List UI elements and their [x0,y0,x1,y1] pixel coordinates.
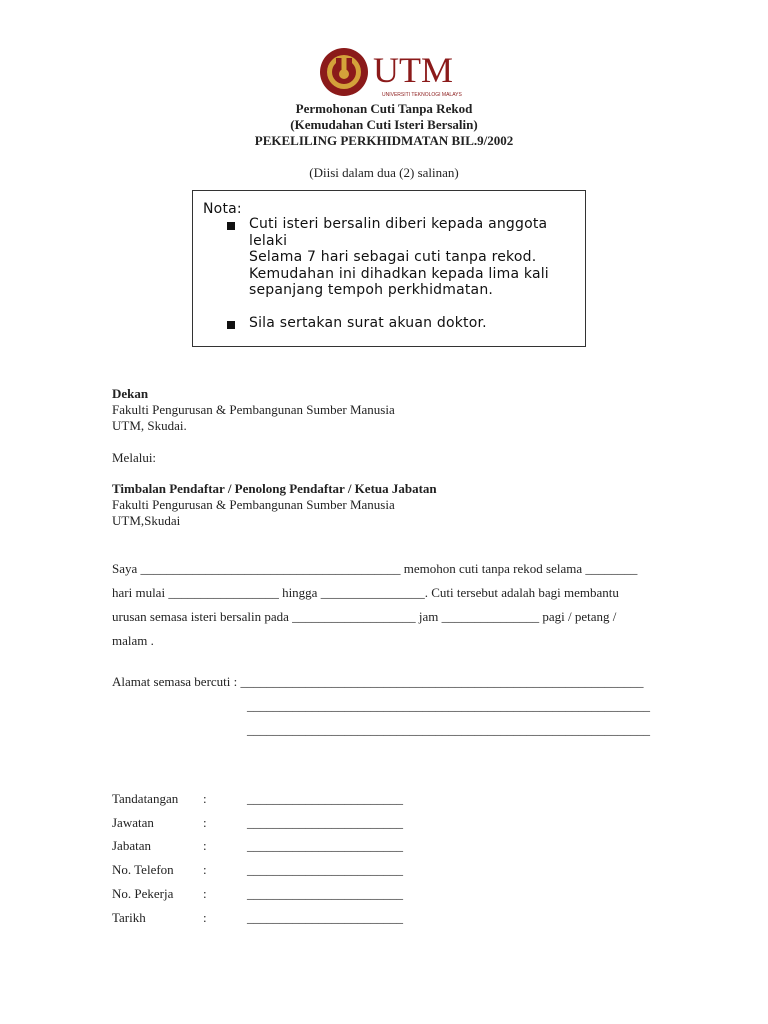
note-line: Selama 7 hari sebagai cuti tanpa rekod. [249,249,537,265]
note-line: lelaki [249,232,288,249]
field-blank: ________________________ [247,886,403,901]
address-line-2: ______________________________________________________________ [247,698,650,713]
field-label: Jawatan [112,815,154,830]
field-colon: : [203,838,207,853]
via-label: Melalui: [112,450,157,465]
recipient-title: Dekan [112,386,149,401]
note-bullet-1 [249,216,581,299]
field-colon: : [203,791,207,806]
field-label: Tarikh [112,910,146,925]
body-line-2: hari mulai _________________ hingga ________________. Cuti tersebut adalah bagi membantu [112,585,619,600]
address-line-3: ______________________________________________________________ [247,722,650,737]
circular-reference: PEKELILING PERKHIDMATAN BIL.9/2002 [254,133,514,148]
form-subtitle: (Kemudahan Cuti Isteri Bersalin) [290,117,478,132]
field-blank: ________________________ [247,838,403,853]
note-bullet-2: Sila sertakan surat akuan doktor. [249,315,487,331]
bullet-icon [227,222,235,230]
utm-logo [320,44,462,100]
field-blank: ________________________ [247,910,403,925]
address-field: Alamat semasa bercuti : ______________________________________________________________ [112,674,644,689]
logo-subtext: UNIVERSITI TEKNOLOGI MALAYSIA [382,92,462,98]
recipient-location: UTM, Skudai. [112,418,187,433]
via-title: Timbalan Pendaftar / Penolong Pendaftar / Ketua Jabatan [112,481,437,496]
field-label: No. Telefon [112,862,174,877]
field-label: No. Pekerja [112,886,174,901]
recipient-faculty: Fakulti Pengurusan & Pembangunan Sumber Manusia [112,402,395,417]
field-label: Jabatan [112,838,151,853]
field-label: Tandatangan [112,791,179,806]
field-blank: ________________________ [247,815,403,830]
body-line-4: malam . [112,633,154,648]
body-line-1: Saya ________________________________________ memohon cuti tanpa rekod selama ________ [112,561,638,576]
field-colon: : [203,910,207,925]
via-location: UTM,Skudai [112,513,181,528]
note-box [192,190,586,347]
note-title: Nota: [203,201,242,217]
field-blank: ________________________ [247,791,403,806]
field-colon: : [203,862,207,877]
form-title: Permohonan Cuti Tanpa Rekod [295,101,473,116]
field-colon: : [203,815,207,830]
note-line: Kemudahan ini dihadkan kepada lima kali [249,265,549,282]
copies-note: (Diisi dalam dua (2) salinan) [309,165,459,180]
bullet-icon [227,321,235,329]
logo-text: UTM [373,50,453,90]
note-line: sepanjang tempoh perkhidmatan. [249,282,494,298]
field-blank: ________________________ [247,862,403,877]
field-colon: : [203,886,207,901]
via-faculty: Fakulti Pengurusan & Pembangunan Sumber Manusia [112,497,395,512]
note-line: Cuti isteri bersalin diberi kepada anggota [249,216,548,232]
body-line-3: urusan semasa isteri bersalin pada ___________________ jam _______________ pagi / petang / [112,609,617,624]
